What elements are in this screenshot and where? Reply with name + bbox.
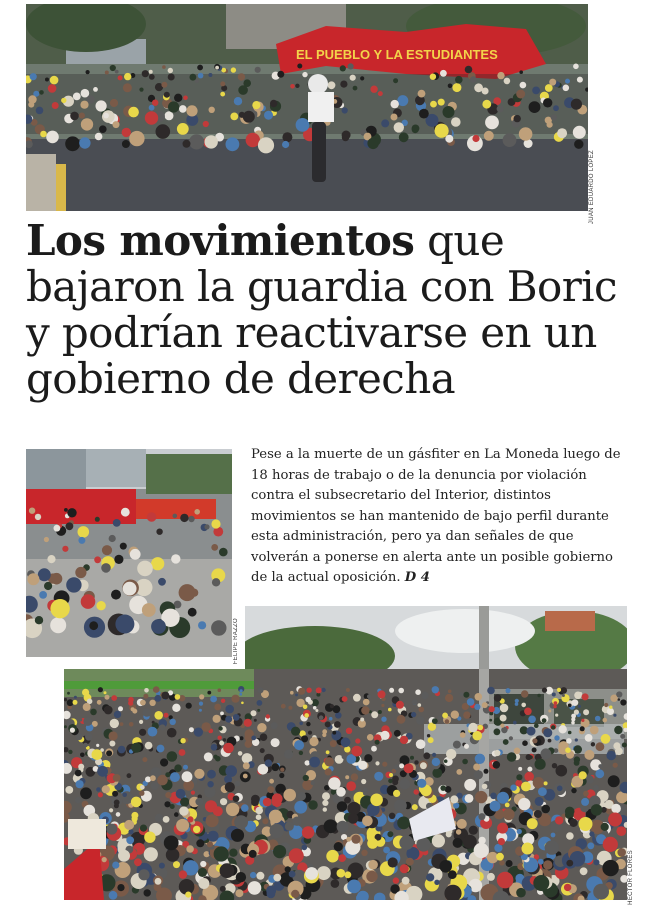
page-reference[interactable]: D 4 (404, 570, 430, 585)
headline-lead: Los movimientos (26, 216, 415, 265)
top-photo-credit: JUAN EDUARDO LÓPEZ (589, 150, 595, 225)
bottom-crowd-photo (64, 669, 627, 900)
headline-rest: que bajaron la guardia con Boric y podrían reactivarse en un gobierno de derecha (26, 216, 617, 403)
headline (26, 218, 626, 402)
summary-text: Pese a la muerte de un gásfiter en La Moneda luego de 18 horas de trabajo o de la denuncia por violación contra el subsecretario del Interior, distintos movimientos se han mantenido de bajo perfil durante esta administración, pero ya dan señales de que volverán a ponerse en alerta ante un posible gobierno de la actual oposición. (251, 447, 621, 585)
top-march-photo (26, 4, 588, 211)
article-summary (251, 445, 621, 589)
bottom-photo-credit: HÉCTOR FLORES (628, 850, 634, 905)
left-march-photo (26, 449, 232, 657)
left-photo-credit: FELIPE RAZZO (233, 618, 239, 665)
banner-text: EL PUEBLO Y LA ESTUDIANTES (296, 47, 498, 62)
bottom-protest-photo (245, 606, 627, 672)
